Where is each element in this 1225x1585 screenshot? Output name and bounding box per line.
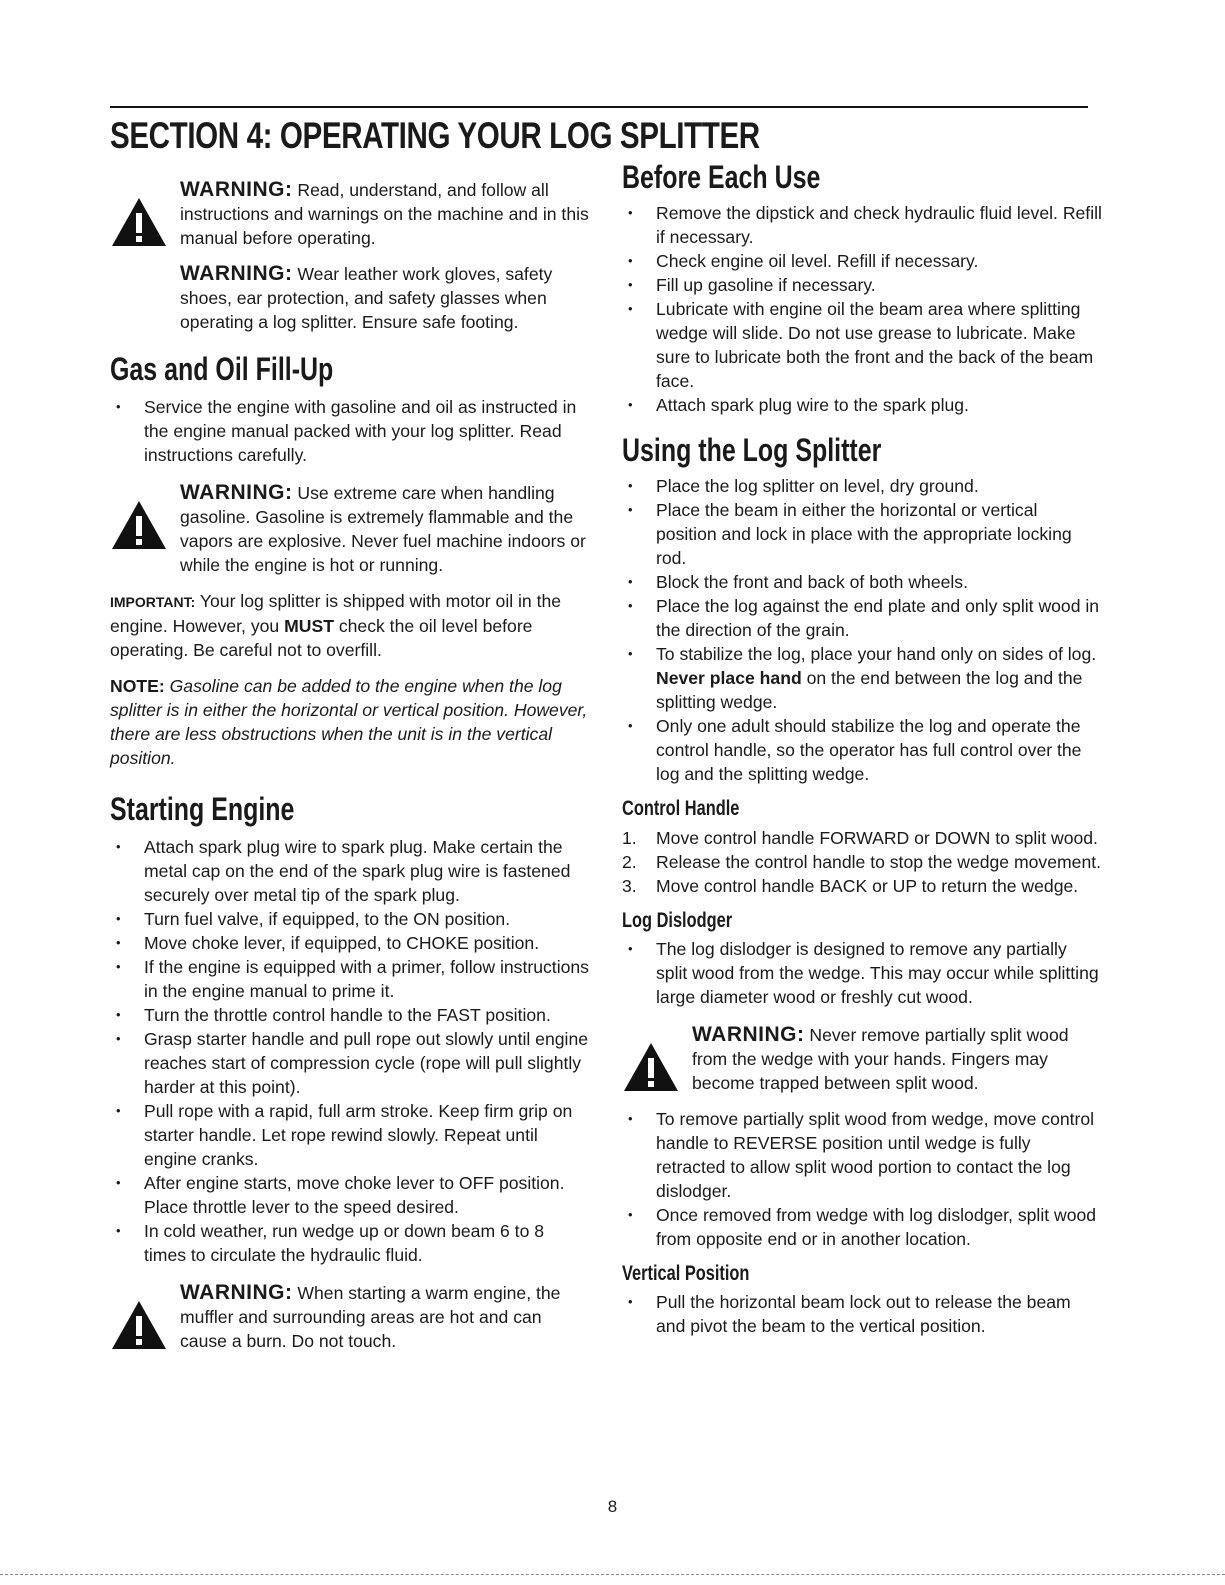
step-number: 1. (622, 827, 637, 848)
list-item: • Move choke lever, if equipped, to CHOKE position. (110, 931, 590, 955)
warning-block-gloves (110, 262, 590, 334)
step-text: Move control handle FORWARD or DOWN to split wood. (656, 827, 1098, 848)
important-must: MUST (284, 616, 334, 637)
list-item: • Remove the dipstick and check hydraulic fluid level. Refill if necessary. (622, 201, 1102, 249)
important-text-a: Your log splitter is shipped with motor oil in the engine. However, you (110, 591, 562, 637)
list-item: • Turn the throttle control handle to the FAST position. (110, 1003, 590, 1027)
step-number: 2. (622, 851, 637, 872)
list-item: • Pull the horizontal beam lock out to release the beam and pivot the beam to the vertical position. (622, 1290, 1102, 1338)
page-number: 8 (607, 1497, 618, 1516)
note-label: NOTE: (110, 676, 165, 697)
list-item: • If the engine is equipped with a primer, follow instructions in the engine manual to prime it. (110, 955, 590, 1003)
heading-starting-engine: Starting Engine (110, 791, 295, 828)
list-item: • Only one adult should stabilize the log and operate the control handle, so the operator has full control over the log and the splitting wedge. (622, 714, 1102, 786)
warning-label: WARNING: (180, 178, 293, 201)
list-item: • Pull rope with a rapid, full arm stroke. Keep firm grip on starter handle. Let rope rewind slowly. Repeat until engine cranks. (110, 1099, 590, 1171)
list-vertical-position (622, 1290, 1102, 1338)
list-item: • Block the front and back of both wheels. (622, 570, 1102, 594)
warning-block-gasoline (110, 481, 590, 577)
heading-before-each-use: Before Each Use (622, 159, 821, 195)
stabilize-text-a: To stabilize the log, place your hand only on sides of log. (656, 644, 1097, 665)
list-before-each-use (622, 201, 1102, 417)
right-column (622, 160, 1102, 1338)
heading-vertical-position: Vertical Position (622, 1261, 750, 1285)
list-item: • Lubricate with engine oil the beam area where splitting wedge will slide. Do not use grease to lubricate. Make sure to lubricate both the front and the back of the beam face. (622, 297, 1102, 393)
list-item-stabilize (622, 642, 1102, 714)
important-text-b: check the oil level before operating. Be careful not to overfill. (110, 616, 533, 661)
warning-label: WARNING: (180, 262, 293, 285)
top-rule (110, 106, 1088, 108)
list-item: • Turn fuel valve, if equipped, to the ON position. (110, 907, 590, 931)
list-item: • Grasp starter handle and pull rope out slowly until engine reaches start of compression cycle (rope will pull slightly harder at this point). (110, 1027, 590, 1099)
warning-text: When starting a warm engine, the muffler and surrounding areas are hot and can cause a burn. Do not touch. (180, 1283, 561, 1352)
list-item: • Place the log against the end plate and only split wood in the direction of the grain. (622, 594, 1102, 642)
bottom-rule (0, 1574, 1225, 1575)
list-log-dislodger (622, 937, 1102, 1009)
list-item: • Fill up gasoline if necessary. (622, 273, 1102, 297)
stabilize-text-b: on the end between the log and the splitting wedge. (656, 668, 1083, 713)
warning-block-warm-engine (110, 1281, 590, 1353)
list-item: • After engine starts, move choke lever to OFF position. Place throttle lever to the speed desired. (110, 1171, 590, 1219)
heading-control-handle: Control Handle (622, 797, 740, 821)
heading-log-dislodger: Log Dislodger (622, 908, 733, 932)
list-item (622, 850, 1102, 874)
list-item: • Place the beam in either the horizontal or vertical position and lock in place with the appropriate locking rod. (622, 498, 1102, 570)
list-item: • Check engine oil level. Refill if necessary. (622, 249, 1102, 273)
warning-label: WARNING: (180, 481, 293, 505)
warning-text: Read, understand, and follow all instructions and warnings on the machine and in this manual before operating. (180, 180, 589, 248)
list-item: • Attach spark plug wire to the spark plug. (622, 393, 1102, 417)
list-item: • The log dislodger is designed to remove any partially split wood from the wedge. This may occur while splitting large diameter wood or freshly cut wood. (622, 937, 1102, 1009)
warning-triangle-icon (110, 1299, 168, 1351)
list-item (622, 826, 1102, 850)
list-item: • In cold weather, run wedge up or down beam 6 to 8 times to circulate the hydraulic fluid. (110, 1219, 590, 1267)
warning-block-hands (622, 1023, 1102, 1095)
list-item (622, 874, 1102, 898)
step-text: Move control handle BACK or UP to return the wedge. (656, 875, 1079, 896)
list-item: • Place the log splitter on level, dry ground. (622, 474, 1102, 498)
list-item: • To remove partially split wood from wedge, move control handle to REVERSE position until wedge is fully retracted to allow split wood portion to contact the log dislodger. (622, 1107, 1102, 1203)
list-log-dislodger-2 (622, 1107, 1102, 1251)
list-item: • Service the engine with gasoline and oil as instructed in the engine manual packed with your log splitter. Read instructions carefully. (110, 395, 590, 467)
note-text: Gasoline can be added to the engine when the log splitter is in either the horizontal or vertical position. However, there are less obstructions when the unit is in the vertical position. (110, 676, 588, 769)
important-label: IMPORTANT: (110, 594, 196, 611)
left-column (110, 178, 590, 1353)
list-item: • Once removed from wedge with log dislodger, split wood from opposite end or in another location. (622, 1203, 1102, 1251)
warning-triangle-icon (110, 499, 168, 551)
warning-text: Wear leather work gloves, safety shoes, ear protection, and safety glasses when operating a log splitter. Ensure safe footing. (180, 264, 553, 332)
warning-text: Use extreme care when handling gasoline. Gasoline is extremely flammable and the vapors are explosive. Never fuel machine indoors or while the engine is hot or running. (180, 483, 586, 576)
list-item: • Attach spark plug wire to spark plug. Make certain the metal cap on the end of the spark plug wire is fastened securely over metal tip of the spark plug. (110, 835, 590, 907)
heading-gas-and-oil: Gas and Oil Fill-Up (110, 351, 334, 387)
list-control-handle (622, 826, 1102, 898)
heading-using-log-splitter: Using the Log Splitter (622, 432, 882, 469)
stabilize-bold: Never place hand (656, 668, 802, 689)
warning-triangle-icon (622, 1041, 680, 1093)
warning-text: Never remove partially split wood from the wedge with your hands. Fingers may become trapped between split wood. (692, 1024, 1069, 1093)
list-gas-and-oil (110, 395, 590, 467)
list-using-log-splitter (622, 474, 1102, 786)
warning-label: WARNING: (180, 1281, 293, 1305)
section-title: SECTION 4: OPERATING YOUR LOG SPLITTER (110, 115, 760, 156)
warning-label: WARNING: (692, 1022, 805, 1046)
step-number: 3. (622, 875, 637, 896)
note-paragraph (110, 674, 590, 770)
warning-block-read (110, 178, 590, 250)
warning-triangle-icon (110, 196, 168, 248)
step-text: Release the control handle to stop the wedge movement. (656, 851, 1102, 872)
important-paragraph (110, 589, 590, 662)
list-starting-engine (110, 835, 590, 1267)
